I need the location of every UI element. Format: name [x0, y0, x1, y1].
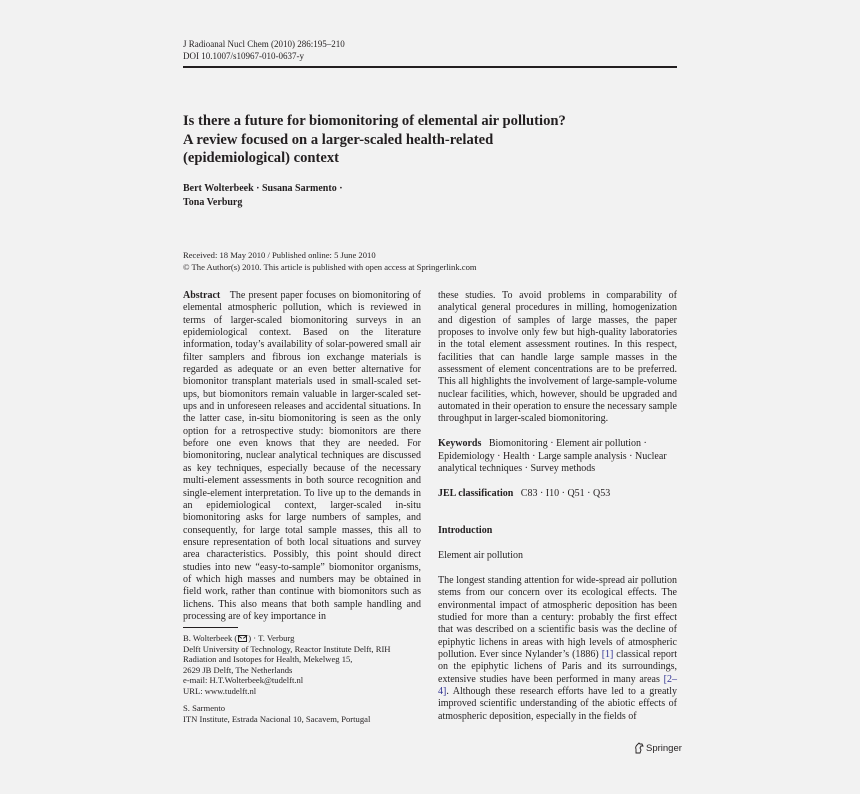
email[interactable]: e-mail: H.T.Wolterbeek@tudelft.nl: [183, 675, 304, 686]
abstract-text: The present paper focuses on biomonitoring of elemental atmospheric pollution, which is reviewed in terms of larger-scaled biomonitoring surveys in an epidemiological context. Based on the literature information, today’s availability of solar-powered small air filter samplers and fibrous ion exchange materials is regarded as adequate or an even better alternative for biomonitor transplant materials used in small-scaled set-ups, but biomonitors remain valuable in larger-scaled set-ups and in unforeseen releases and accidental situations. In the latter case, in-situ biomonitoring is seen as the only option for a retrospective study: biomonitors are there before one even knows that they are needed. For biomonitoring, nuclear analytical techniques are discussed as key techniques, especially because of the necessary multi-element assessments in both source recognition and single-element interpretation. To live up to the demands in an epidemiological context, larger-scaled in-situ biomonitoring asks for large numbers of samples, and consequently, for large total sample masses, this all to ensure representation of both local situations and survey area characteristics. Possibly, this point should direct studies into new “easy-to-sample” biomonitor organisms, of which high masses and numbers may be obtained in field work, rather than continue with biomonitors such as lichens. This also means that both sample handling and processing are of key importance in: [183, 290, 421, 622]
received-line: Received: 18 May 2010 / Published online: 5 June 2010: [183, 250, 376, 260]
abstract-column-right: [438, 290, 677, 426]
header-rule: [183, 66, 677, 68]
springer-horse-icon: [634, 742, 644, 754]
intro-text: classical report on the epiphytic lichens of Paris and its surroundings, extensive studies have been performed in many areas: [438, 649, 678, 685]
author-list: [183, 182, 343, 209]
author-line: Tona Verburg: [183, 196, 243, 208]
jel-label: JEL classification: [438, 488, 514, 499]
publication-dates: [183, 250, 477, 273]
title-line: Is there a future for biomonitoring of elemental air pollution?: [183, 113, 566, 129]
abstract-continuation: these studies. To avoid problems in comparability of analytical general procedures in milling, homogenization and digestion of samples of large masses, the paper proposes to involve only few but high-quality laboratories in the total element assessment routines. In this respect, facilities that can handle large sample masses in the assessment of element concentrations are to be preferred. This all highlights the involvement of large-sample-volume nuclear facilities, which, however, should be upgraded and automated in their operation to ensure the necessary sample throughput in larger-scaled biomonitoring.: [438, 290, 677, 425]
author-line: Bert Wolterbeek · Susana Sarmento ·: [183, 183, 343, 194]
publisher-name: Springer: [646, 742, 682, 754]
introduction-body: [438, 575, 677, 723]
jel-codes: C83 · I10 · Q51 · Q53: [520, 488, 611, 499]
affiliation-delft: [183, 633, 391, 697]
affiliation-line: ITN Institute, Estrada Nacional 10, Sacavem, Portugal: [183, 713, 371, 724]
intro-text: The longest standing attention for wide-spread air pollution stems from our concern over its ecological effects. The environmental impact of atmospheric deposition has been studied for more than a century: probably the first effect that was described on a scientific basis was the decline of epiphytic lichens in areas with high levels of atmospheric pollution. Ever since Nylander’s (1886): [438, 575, 677, 661]
introduction-paragraph: [438, 575, 677, 723]
jel-classification: [438, 488, 677, 501]
publisher-logo: [634, 742, 682, 754]
abstract: [183, 290, 421, 623]
title-line: (epidemiological) context: [183, 150, 340, 166]
subsection-heading: Element air pollution: [438, 550, 523, 561]
intro-text: . Although these research efforts have led to a greatly improved scientific understanding of the abiotic effects of atmospheric deposition, especially in the fields of: [438, 686, 677, 722]
keywords-label: Keywords: [438, 438, 482, 449]
journal-header: [183, 39, 345, 62]
paper-title: [183, 112, 677, 168]
section-heading: Introduction: [438, 525, 493, 536]
affiliation-line: Radiation and Isotopes for Health, Mekelweg 15,: [183, 654, 353, 665]
url[interactable]: URL: www.tudelft.nl: [183, 685, 257, 696]
citation-link[interactable]: [1]: [601, 649, 614, 661]
citation-link[interactable]: [2–4]: [438, 673, 677, 698]
affiliation-itn: [183, 703, 370, 724]
affiliation-authors: [183, 633, 391, 644]
abstract-column-left: [183, 290, 421, 623]
affiliation-line: Delft University of Technology, Reactor Institute Delft, RIH: [183, 643, 391, 654]
journal-citation: J Radioanal Nucl Chem (2010) 286:195–210: [183, 39, 345, 49]
footnote-rule: [183, 627, 238, 628]
affiliation-line: 2629 JB Delft, The Netherlands: [183, 664, 293, 675]
abstract-label: Abstract: [183, 290, 221, 301]
affiliation-name: B. Wolterbeek (: [183, 633, 238, 643]
envelope-icon: [238, 635, 247, 642]
keywords: [438, 438, 677, 476]
title-line: A review focused on a larger-scaled health-related: [183, 131, 494, 148]
open-access-line: © The Author(s) 2010. This article is published with open access at Springerlink.com: [183, 261, 477, 272]
keywords-text: Biomonitoring · Element air pollution · Epidemiology · Health · Large sample analysis · Nuclear analytical techniques · Survey methods: [438, 438, 667, 474]
doi: DOI 10.1007/s10967-010-0637-y: [183, 50, 304, 61]
affiliation-line: S. Sarmento: [183, 703, 226, 713]
affiliation-name: ) · T. Verburg: [248, 633, 295, 643]
